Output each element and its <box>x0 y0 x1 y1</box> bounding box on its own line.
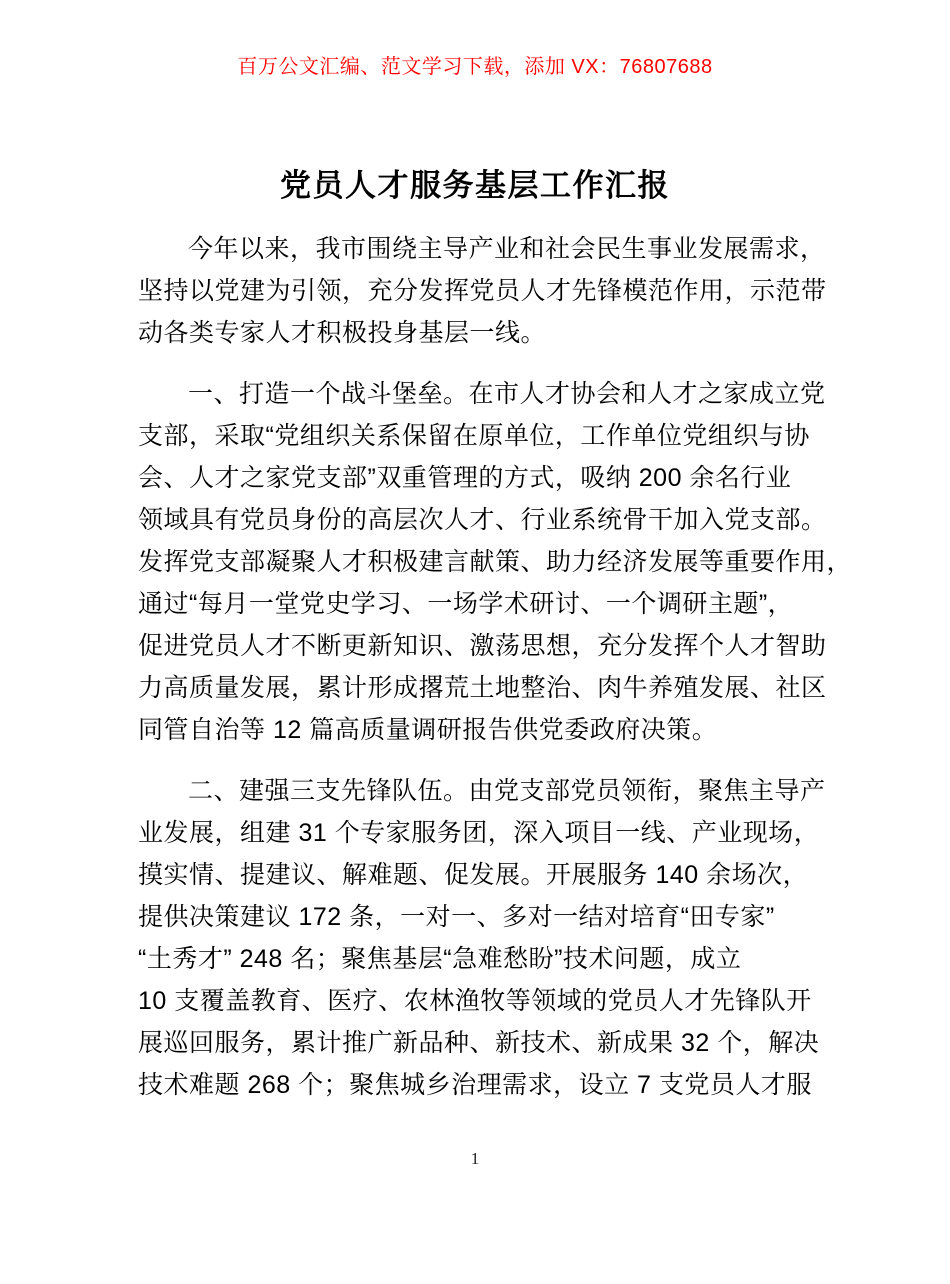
paragraph-intro <box>138 228 827 354</box>
body-line: 支部，采取“党组织关系保留在原单位，工作单位党组织与协 <box>138 422 810 450</box>
document-page <box>0 54 950 1284</box>
body-line: 展巡回服务，累计推广新品种、新技术、新成果 32 个，解决 <box>138 1029 820 1057</box>
page-number: 1 <box>470 1149 480 1168</box>
body-line: 摸实情、提建议、解难题、促发展。开展服务 140 余场次， <box>138 861 809 889</box>
body-line: 技术难题 268 个；聚焦城乡治理需求，设立 7 支党员人才服 <box>138 1071 812 1099</box>
body-line: 领域具有党员身份的高层次人才、行业系统骨干加入党支部。 <box>138 506 827 534</box>
body-line: 提供决策建议 172 条，一对一、多对一结对培育“田专家” <box>138 903 775 931</box>
body-line: 业发展，组建 31 个专家服务团，深入项目一线、产业现场， <box>138 819 820 847</box>
body-line: 今年以来，我市围绕主导产业和社会民生事业发展需求， <box>188 235 826 263</box>
body-line: 发挥党支部凝聚人才积极建言献策、助力经济发展等重要作用， <box>138 548 853 576</box>
body-line: 同管自治等 12 篇高质量调研报告供党委政府决策。 <box>138 716 718 744</box>
document-body <box>138 228 853 1106</box>
body-line: 坚持以党建为引领，充分发挥党员人才先锋模范作用，示范带 <box>138 277 827 305</box>
body-line: 会、人才之家党支部”双重管理的方式，吸纳 200 余名行业 <box>138 464 792 492</box>
body-line: 动各类专家人才积极投身基层一线。 <box>138 319 547 347</box>
body-line: 一、打造一个战斗堡垒。在市人才协会和人才之家成立党 <box>188 380 826 408</box>
paragraph-section-1 <box>138 373 853 751</box>
body-line: 10 支覆盖教育、医疗、农林渔牧等领域的党员人才先锋队开 <box>138 987 812 1015</box>
body-line: “土秀才” 248 名；聚焦基层“急难愁盼”技术问题，成立 <box>138 945 742 973</box>
body-line: 二、建强三支先锋队伍。由党支部党员领衔，聚焦主导产 <box>188 777 826 805</box>
body-line: 促进党员人才不断更新知识、激荡思想，充分发挥个人才智助 <box>138 632 827 660</box>
paragraph-section-2 <box>138 770 826 1106</box>
document-title: 党员人才服务基层工作汇报 <box>280 168 670 203</box>
body-line: 通过“每月一堂党史学习、一场学术研讨、一个调研主题”， <box>138 590 794 618</box>
body-line: 力高质量发展，累计形成撂荒土地整治、肉牛养殖发展、社区 <box>138 674 827 702</box>
promo-banner: 百万公文汇编、范文学习下载，添加 VX：76807688 <box>237 56 713 78</box>
